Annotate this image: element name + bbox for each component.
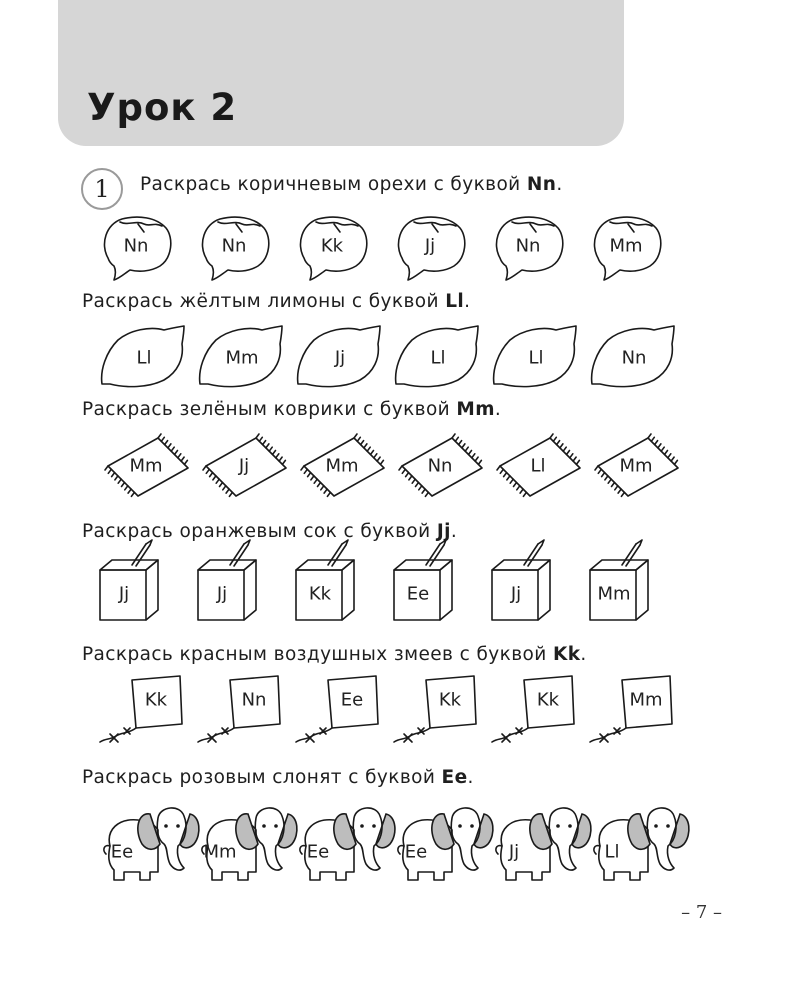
- instruction-period: .: [580, 644, 587, 665]
- instruction-text: Раскрась розовым слонят с буквой: [82, 767, 442, 788]
- rug-picture[interactable]: [98, 428, 198, 502]
- lemon-picture[interactable]: [98, 326, 186, 388]
- rug-letter-label: Jj: [238, 455, 250, 477]
- rug-picture[interactable]: [490, 428, 590, 502]
- nut-picture[interactable]: [490, 214, 566, 280]
- juice-picture[interactable]: [490, 548, 560, 622]
- elephant-icon: [588, 800, 686, 886]
- kite-picture[interactable]: [392, 672, 488, 752]
- elephant-picture[interactable]: [294, 800, 392, 886]
- kite-picture[interactable]: [98, 672, 194, 752]
- instruction-nuts: [140, 174, 563, 195]
- kite-letter-label: Mm: [629, 689, 663, 711]
- elephant-letter-label: Ee: [404, 841, 428, 863]
- juice-letter-label: Jj: [510, 583, 522, 605]
- kite-letter-label: Kk: [438, 689, 462, 711]
- elephant-icon: [490, 800, 588, 886]
- lemon-picture[interactable]: [196, 326, 284, 388]
- juice-icon: [196, 548, 266, 622]
- elephant-letter-label: Ll: [604, 841, 620, 863]
- kite-icon: [294, 672, 390, 752]
- elephant-picture[interactable]: [98, 800, 196, 886]
- nut-letter-label: Nn: [515, 235, 541, 257]
- instruction-lemons: [82, 291, 470, 312]
- juice-picture[interactable]: [294, 548, 364, 622]
- instruction-period: .: [494, 399, 502, 420]
- elephant-letter-label: Ee: [306, 841, 330, 863]
- juice-icon: [490, 548, 560, 622]
- rug-letter-label: Mm: [325, 455, 359, 477]
- nut-letter-label: Mm: [609, 235, 643, 257]
- kite-letter-label: Kk: [144, 689, 168, 711]
- instruction-target-letter: Ll: [445, 291, 465, 312]
- lemon-letter-label: Ll: [528, 347, 544, 369]
- instruction-text: Раскрась красным воздушных змеев с буквой: [82, 644, 553, 665]
- rug-picture[interactable]: [392, 428, 492, 502]
- page-number: – 7 –: [681, 902, 722, 923]
- instruction-period: .: [556, 174, 563, 195]
- instruction-text: Раскрась жёлтым лимоны с буквой: [82, 291, 446, 312]
- rug-picture[interactable]: [294, 428, 394, 502]
- instruction-target-letter: Ee: [441, 767, 468, 788]
- instruction-period: .: [467, 767, 474, 788]
- elephant-letter-label: Ee: [110, 841, 134, 863]
- rug-letter-label: Mm: [619, 455, 653, 477]
- nut-letter-label: Nn: [123, 235, 149, 257]
- nut-picture[interactable]: [294, 214, 370, 280]
- elephant-picture[interactable]: [392, 800, 490, 886]
- kite-icon: [490, 672, 586, 752]
- instruction-juice: [82, 521, 457, 542]
- elephant-picture[interactable]: [588, 800, 686, 886]
- instruction-text: Раскрась зелёным коврики с буквой: [82, 399, 457, 420]
- kite-letter-label: Ee: [340, 689, 364, 711]
- rug-letter-label: Mm: [129, 455, 163, 477]
- lesson-title: Урок 2: [87, 86, 238, 129]
- nut-picture[interactable]: [98, 214, 174, 280]
- nut-letter-label: Jj: [424, 235, 436, 257]
- exercise-number: 1: [94, 175, 110, 203]
- elephant-picture[interactable]: [196, 800, 294, 886]
- rug-letter-label: Nn: [427, 455, 453, 477]
- instruction-target-letter: Nn: [526, 174, 557, 195]
- instruction-period: .: [464, 291, 471, 312]
- kite-icon: [392, 672, 488, 752]
- juice-letter-label: Jj: [216, 583, 228, 605]
- nut-picture[interactable]: [196, 214, 272, 280]
- juice-picture[interactable]: [196, 548, 266, 622]
- kite-icon: [196, 672, 292, 752]
- lemon-letter-label: Ll: [430, 347, 446, 369]
- kite-icon: [98, 672, 194, 752]
- kite-letter-label: Kk: [536, 689, 560, 711]
- juice-picture[interactable]: [588, 548, 658, 622]
- instruction-rugs: [82, 399, 501, 420]
- lemon-letter-label: Nn: [621, 347, 647, 369]
- kite-icon: [588, 672, 684, 752]
- juice-letter-label: Ee: [406, 583, 430, 605]
- nut-picture[interactable]: [392, 214, 468, 280]
- juice-letter-label: Jj: [118, 583, 130, 605]
- juice-picture[interactable]: [98, 548, 168, 622]
- nut-picture[interactable]: [588, 214, 664, 280]
- instruction-target-letter: Kk: [552, 644, 581, 665]
- kite-picture[interactable]: [490, 672, 586, 752]
- juice-icon: [98, 548, 168, 622]
- nut-letter-label: Kk: [320, 235, 344, 257]
- lemon-picture[interactable]: [294, 326, 382, 388]
- instruction-text: Раскрась оранжевым сок с буквой: [82, 521, 437, 542]
- instruction-target-letter: Jj: [436, 521, 451, 542]
- lemon-letter-label: Mm: [225, 347, 259, 369]
- kite-letter-label: Nn: [241, 689, 267, 711]
- kite-picture[interactable]: [588, 672, 684, 752]
- juice-letter-label: Kk: [308, 583, 332, 605]
- instruction-elephants: [82, 767, 474, 788]
- rug-picture[interactable]: [588, 428, 688, 502]
- exercise-number-badge: [81, 168, 123, 210]
- lemon-letter-label: Ll: [136, 347, 152, 369]
- lemon-picture[interactable]: [490, 326, 578, 388]
- nut-letter-label: Nn: [221, 235, 247, 257]
- instruction-kites: [82, 644, 587, 665]
- juice-picture[interactable]: [392, 548, 462, 622]
- lemon-picture[interactable]: [588, 326, 676, 388]
- rug-picture[interactable]: [196, 428, 296, 502]
- lemon-letter-label: Jj: [334, 347, 346, 369]
- instruction-target-letter: Mm: [456, 399, 495, 420]
- kite-picture[interactable]: [196, 672, 292, 752]
- instruction-period: .: [450, 521, 458, 542]
- lemon-picture[interactable]: [392, 326, 480, 388]
- elephant-letter-label: Mm: [203, 841, 237, 863]
- juice-letter-label: Mm: [597, 583, 631, 605]
- rug-letter-label: Ll: [530, 455, 546, 477]
- kite-picture[interactable]: [294, 672, 390, 752]
- instruction-text: Раскрась коричневым орехи с буквой: [140, 174, 527, 195]
- elephant-picture[interactable]: [490, 800, 588, 886]
- elephant-letter-label: Jj: [508, 841, 520, 863]
